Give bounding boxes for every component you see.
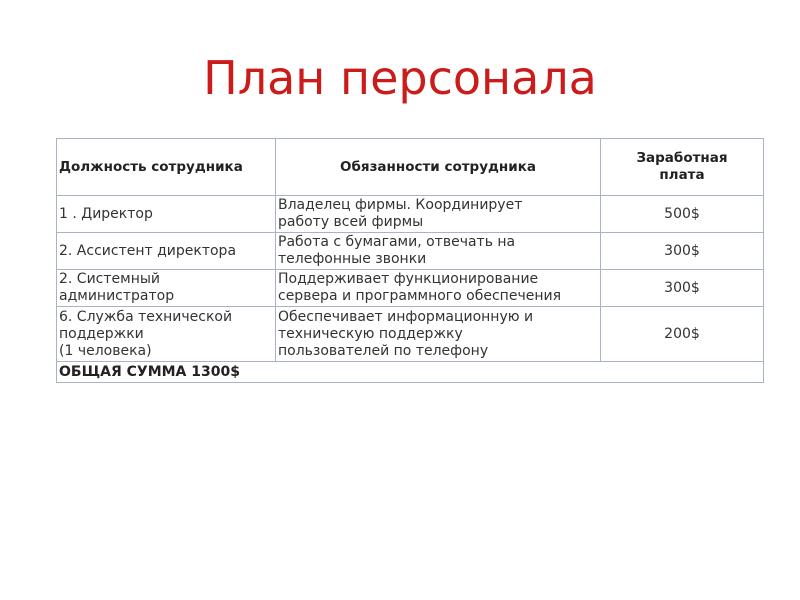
table-row: [57, 233, 764, 270]
row-salary: 200$: [601, 307, 764, 362]
header-position: Должность сотрудника: [57, 139, 276, 196]
row-salary: 300$: [601, 233, 764, 270]
row-duties: Обеспечивает информационную и техническую поддержку пользователей по телефону: [276, 307, 601, 362]
row-position: 2. Системный администратор: [57, 270, 276, 307]
slide-title: План персонала: [203, 51, 597, 105]
header-salary: Заработная плата: [601, 139, 764, 196]
table-row: [57, 270, 764, 307]
row-duties: Владелец фирмы. Координирует работу всей фирмы: [276, 196, 601, 233]
header-duties: Обязанности сотрудника: [276, 139, 601, 196]
row-position: 1 . Директор: [57, 196, 276, 233]
row-salary: 500$: [601, 196, 764, 233]
table-total-row: [57, 362, 764, 383]
row-position: 6. Служба технической поддержки (1 человека): [57, 307, 276, 362]
row-salary: 300$: [601, 270, 764, 307]
row-duties: Работа с бумагами, отвечать на телефонные звонки: [276, 233, 601, 270]
table-header-row: [57, 139, 764, 196]
row-duties: Поддерживает функционирование сервера и программного обеспечения: [276, 270, 601, 307]
staff-plan-table: [56, 138, 764, 383]
total-sum: ОБЩАЯ СУММА 1300$: [57, 362, 764, 383]
table-row: [57, 196, 764, 233]
table-row: [57, 307, 764, 362]
row-position: 2. Ассистент директора: [57, 233, 276, 270]
